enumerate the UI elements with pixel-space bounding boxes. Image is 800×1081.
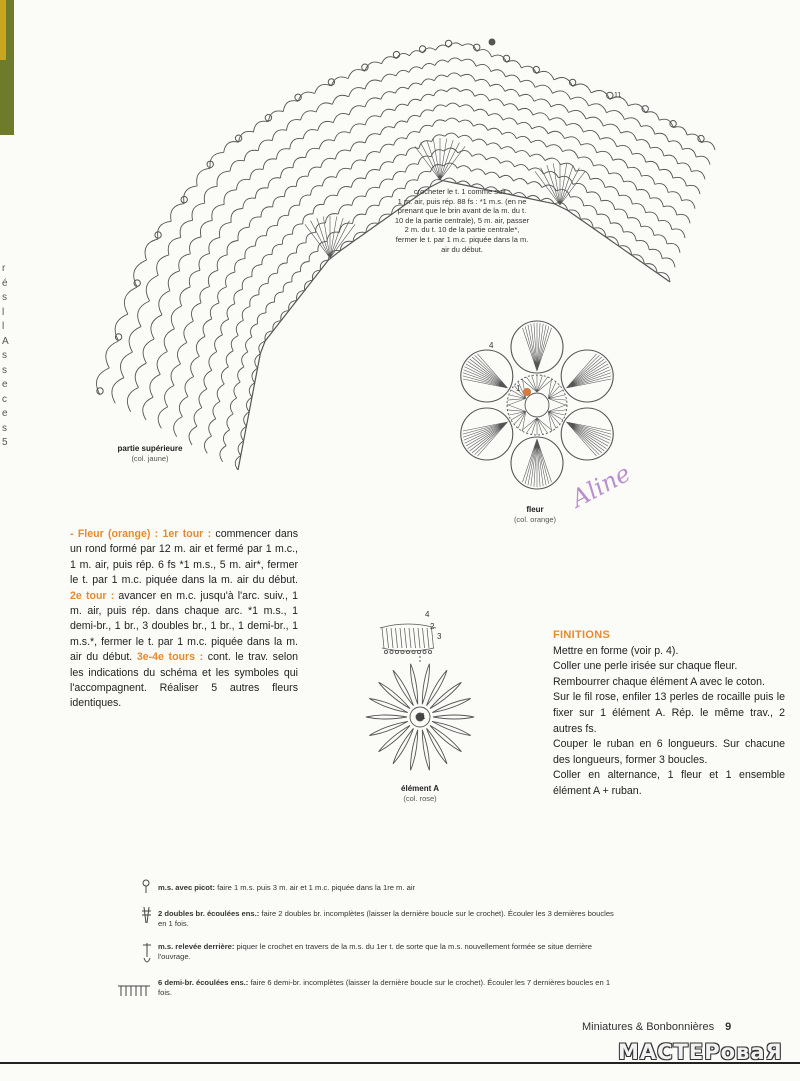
center-ring xyxy=(525,393,549,417)
finitions-line: Rembourrer chaque élément A avec le coton. xyxy=(553,675,765,688)
spike xyxy=(393,670,414,706)
caption-sub: (col. jaune) xyxy=(131,454,169,463)
top-part-diagram xyxy=(96,39,715,470)
spike xyxy=(411,730,418,770)
caption-title: partie supérieure xyxy=(117,444,183,453)
spike xyxy=(366,715,407,719)
legend-term: 6 demi-br. écoulées ens.: xyxy=(158,978,249,987)
legend-icons xyxy=(118,880,151,996)
margin-char: s xyxy=(2,422,7,434)
petal-stitches xyxy=(523,439,552,487)
caption-sub: (col. orange) xyxy=(513,515,557,524)
finitions-line: Couper le ruban en 6 longueurs. Sur chacune des longueurs, former 3 boucles. xyxy=(553,738,785,766)
element-a-diagram xyxy=(366,624,474,770)
petal-stitches xyxy=(523,323,552,371)
strip-stitch-dot xyxy=(423,650,426,653)
margin-char: s xyxy=(2,350,7,361)
picot xyxy=(445,40,451,46)
spike xyxy=(369,699,408,713)
half-treble-cluster-symbol xyxy=(118,986,150,996)
spike xyxy=(422,730,429,770)
legend-term: 2 doubles br. écoulées ens.: xyxy=(158,909,260,918)
spike xyxy=(433,715,474,719)
round-2-text: avancer en m.c. jusqu'à l'arc. suiv., 1 m. air, puis rép. dans chaque arc. *1 m.s., 1 demi-br., 1 br., 3 doubles br., 1 br., 1 demi-br., 1 m.s.*, fermer le t. par 1 m.c. piquée dans la m. air du début. xyxy=(70,589,298,664)
margin-char: s xyxy=(2,364,7,376)
legend-text: piquer le crochet en travers de la m.s. du 1er t. de sorte que la m.s. nouvellement formée se situe derrière l'ouvrage. xyxy=(158,942,592,961)
note-line: 10 de la partie centrale), 5 m. air, passer xyxy=(394,215,530,225)
legend-row xyxy=(158,909,618,929)
caption-title: fleur xyxy=(526,505,544,514)
raised-stitch-symbol xyxy=(143,943,151,962)
margin-char: r xyxy=(2,263,6,274)
margin-char: l xyxy=(2,306,5,318)
spike xyxy=(432,699,471,713)
finitions-line: Mettre en forme (voir p. 4). xyxy=(553,644,679,657)
page-number: 9 xyxy=(725,1021,732,1033)
caption-sub: (col. rose) xyxy=(403,794,437,803)
row-number-label: 4 xyxy=(425,610,430,619)
flower-heading: - Fleur (orange) : xyxy=(70,528,159,540)
picot-filled xyxy=(489,39,495,45)
mesh-chain-arcs xyxy=(96,43,715,470)
flower-diagram-caption xyxy=(495,505,575,525)
finitions-section xyxy=(553,628,785,800)
row-number-label: 2 xyxy=(430,622,435,631)
footer xyxy=(582,1021,731,1033)
round-1-label: 1er tour : xyxy=(162,528,212,540)
strip-stitch-dot xyxy=(417,650,420,653)
margin-char: e xyxy=(2,408,8,419)
round-3-4-text: cont. le trav. selon les indications du schéma et les symboles qui l'accompagnent. Réaliser 5 autres fleurs identiques. xyxy=(70,651,298,710)
spike xyxy=(369,721,408,735)
picot xyxy=(295,94,301,100)
spike xyxy=(422,664,429,704)
petal-stitches xyxy=(463,422,508,456)
finitions-title: FINITIONS xyxy=(553,629,611,641)
round-number-label: 4 xyxy=(489,341,494,350)
margin-char: 5 xyxy=(2,437,8,448)
legend-row xyxy=(158,883,618,893)
round-number-label: 1 xyxy=(516,384,521,393)
round-2-label: 2e tour : xyxy=(70,589,115,602)
legend-row xyxy=(158,978,618,998)
strip-top-arc xyxy=(380,624,436,628)
fan-stitches xyxy=(415,138,465,180)
note-line: crocheter le t. 1 comme suit : xyxy=(413,187,511,196)
legend-text: faire 2 doubles br. incomplètes (laisser la dernière boucle sur le crochet). Écouler les 3 dernières boucles en 1 fois. xyxy=(158,909,614,928)
petal-stitches xyxy=(566,422,611,456)
spike xyxy=(427,728,448,764)
top-diagram-note xyxy=(352,187,572,254)
margin-char: c xyxy=(2,393,7,405)
strip-stitch-dot xyxy=(390,650,393,653)
note-line: 2 m. du t. 10 de la partie centrale*, xyxy=(404,225,520,235)
row-number-label: 1 xyxy=(421,712,426,721)
flower-diagram xyxy=(461,321,613,489)
spike xyxy=(411,664,418,704)
finitions-line: Coller en alternance, 1 fleur et 1 ensemble élément A + ruban. xyxy=(553,769,785,797)
margin-char: l xyxy=(2,321,5,332)
row-number-label: 3 xyxy=(437,632,442,641)
note-line: 1 m. air, puis rép. 88 fs : *1 m.s. (en ne xyxy=(397,196,527,206)
note-line: prenant que le brin avant de la m. du t. xyxy=(397,206,527,216)
start-mark xyxy=(523,388,531,396)
row-number-label: 11 xyxy=(614,92,622,99)
strip-stitch-dot xyxy=(428,650,431,653)
picot-symbol xyxy=(143,880,149,886)
petal-stitches xyxy=(566,354,611,388)
strip-stitch-dot xyxy=(395,650,398,653)
picot xyxy=(670,121,676,127)
flower-instructions xyxy=(70,527,298,712)
picot xyxy=(698,135,704,141)
finitions-line: Coller une perle irisée sur chaque fleur. xyxy=(553,660,738,673)
legend-term: m.s. relevée derrière: xyxy=(158,942,235,951)
strip-stitch-dot xyxy=(384,650,387,653)
legend-row xyxy=(158,942,618,962)
inner-stitches xyxy=(548,379,567,406)
spike xyxy=(393,728,414,764)
legend-term: m.s. avec picot: xyxy=(158,883,215,892)
picot xyxy=(393,51,399,57)
fan-stitches xyxy=(305,216,355,258)
note-line: air du début. xyxy=(441,244,483,254)
legend-text: faire 1 m.s. puis 3 m. air et 1 m.c. piquée dans la 1re m. air xyxy=(214,883,416,892)
caption-title: élément A xyxy=(401,784,439,793)
spike xyxy=(427,670,448,706)
finitions-line: Sur le fil rose, enfiler 13 perles de rocaille puis le fixer sur 1 élément A. Rép. le même trav., 2 autres fs. xyxy=(553,691,785,735)
margin-char: e xyxy=(2,379,8,390)
note-line: fermer le t. par 1 m.c. piquée dans la m. xyxy=(395,234,529,244)
element-a-caption xyxy=(380,784,460,804)
margin-char: A xyxy=(2,335,9,347)
round-3-4-label: 3e-4e tours : xyxy=(132,651,204,664)
margin-char: s xyxy=(2,292,7,303)
magazine-title: Miniatures & Bonbonnières xyxy=(582,1021,715,1033)
inner-stitches xyxy=(522,418,553,435)
strip-stitches xyxy=(382,628,434,648)
double-treble-cluster-symbol xyxy=(142,907,151,923)
margin-char: é xyxy=(2,277,8,289)
petal-stitches xyxy=(463,354,508,388)
picot xyxy=(419,46,425,52)
spike xyxy=(432,721,471,735)
handwritten-signature: Aline xyxy=(566,459,636,513)
legend-text: faire 6 demi-br. incomplètes (laisser la dernière boucle sur le crochet). Écouler les 7 dernières boucles en 1 fois. xyxy=(158,978,611,997)
finitions-lines xyxy=(553,644,785,800)
top-diagram-caption xyxy=(95,444,205,464)
round-1-text: commencer dans un rond formé par 12 m. air et fermé par 1 m.c., 1 m. air, puis rép. 6 fs *1 m.s., 5 m. air*, fermer le t. par 1 m.c. piquée dans la m. air du début. xyxy=(70,528,298,587)
watermark-logo: МАСТЕРоваЯ xyxy=(618,1040,783,1064)
